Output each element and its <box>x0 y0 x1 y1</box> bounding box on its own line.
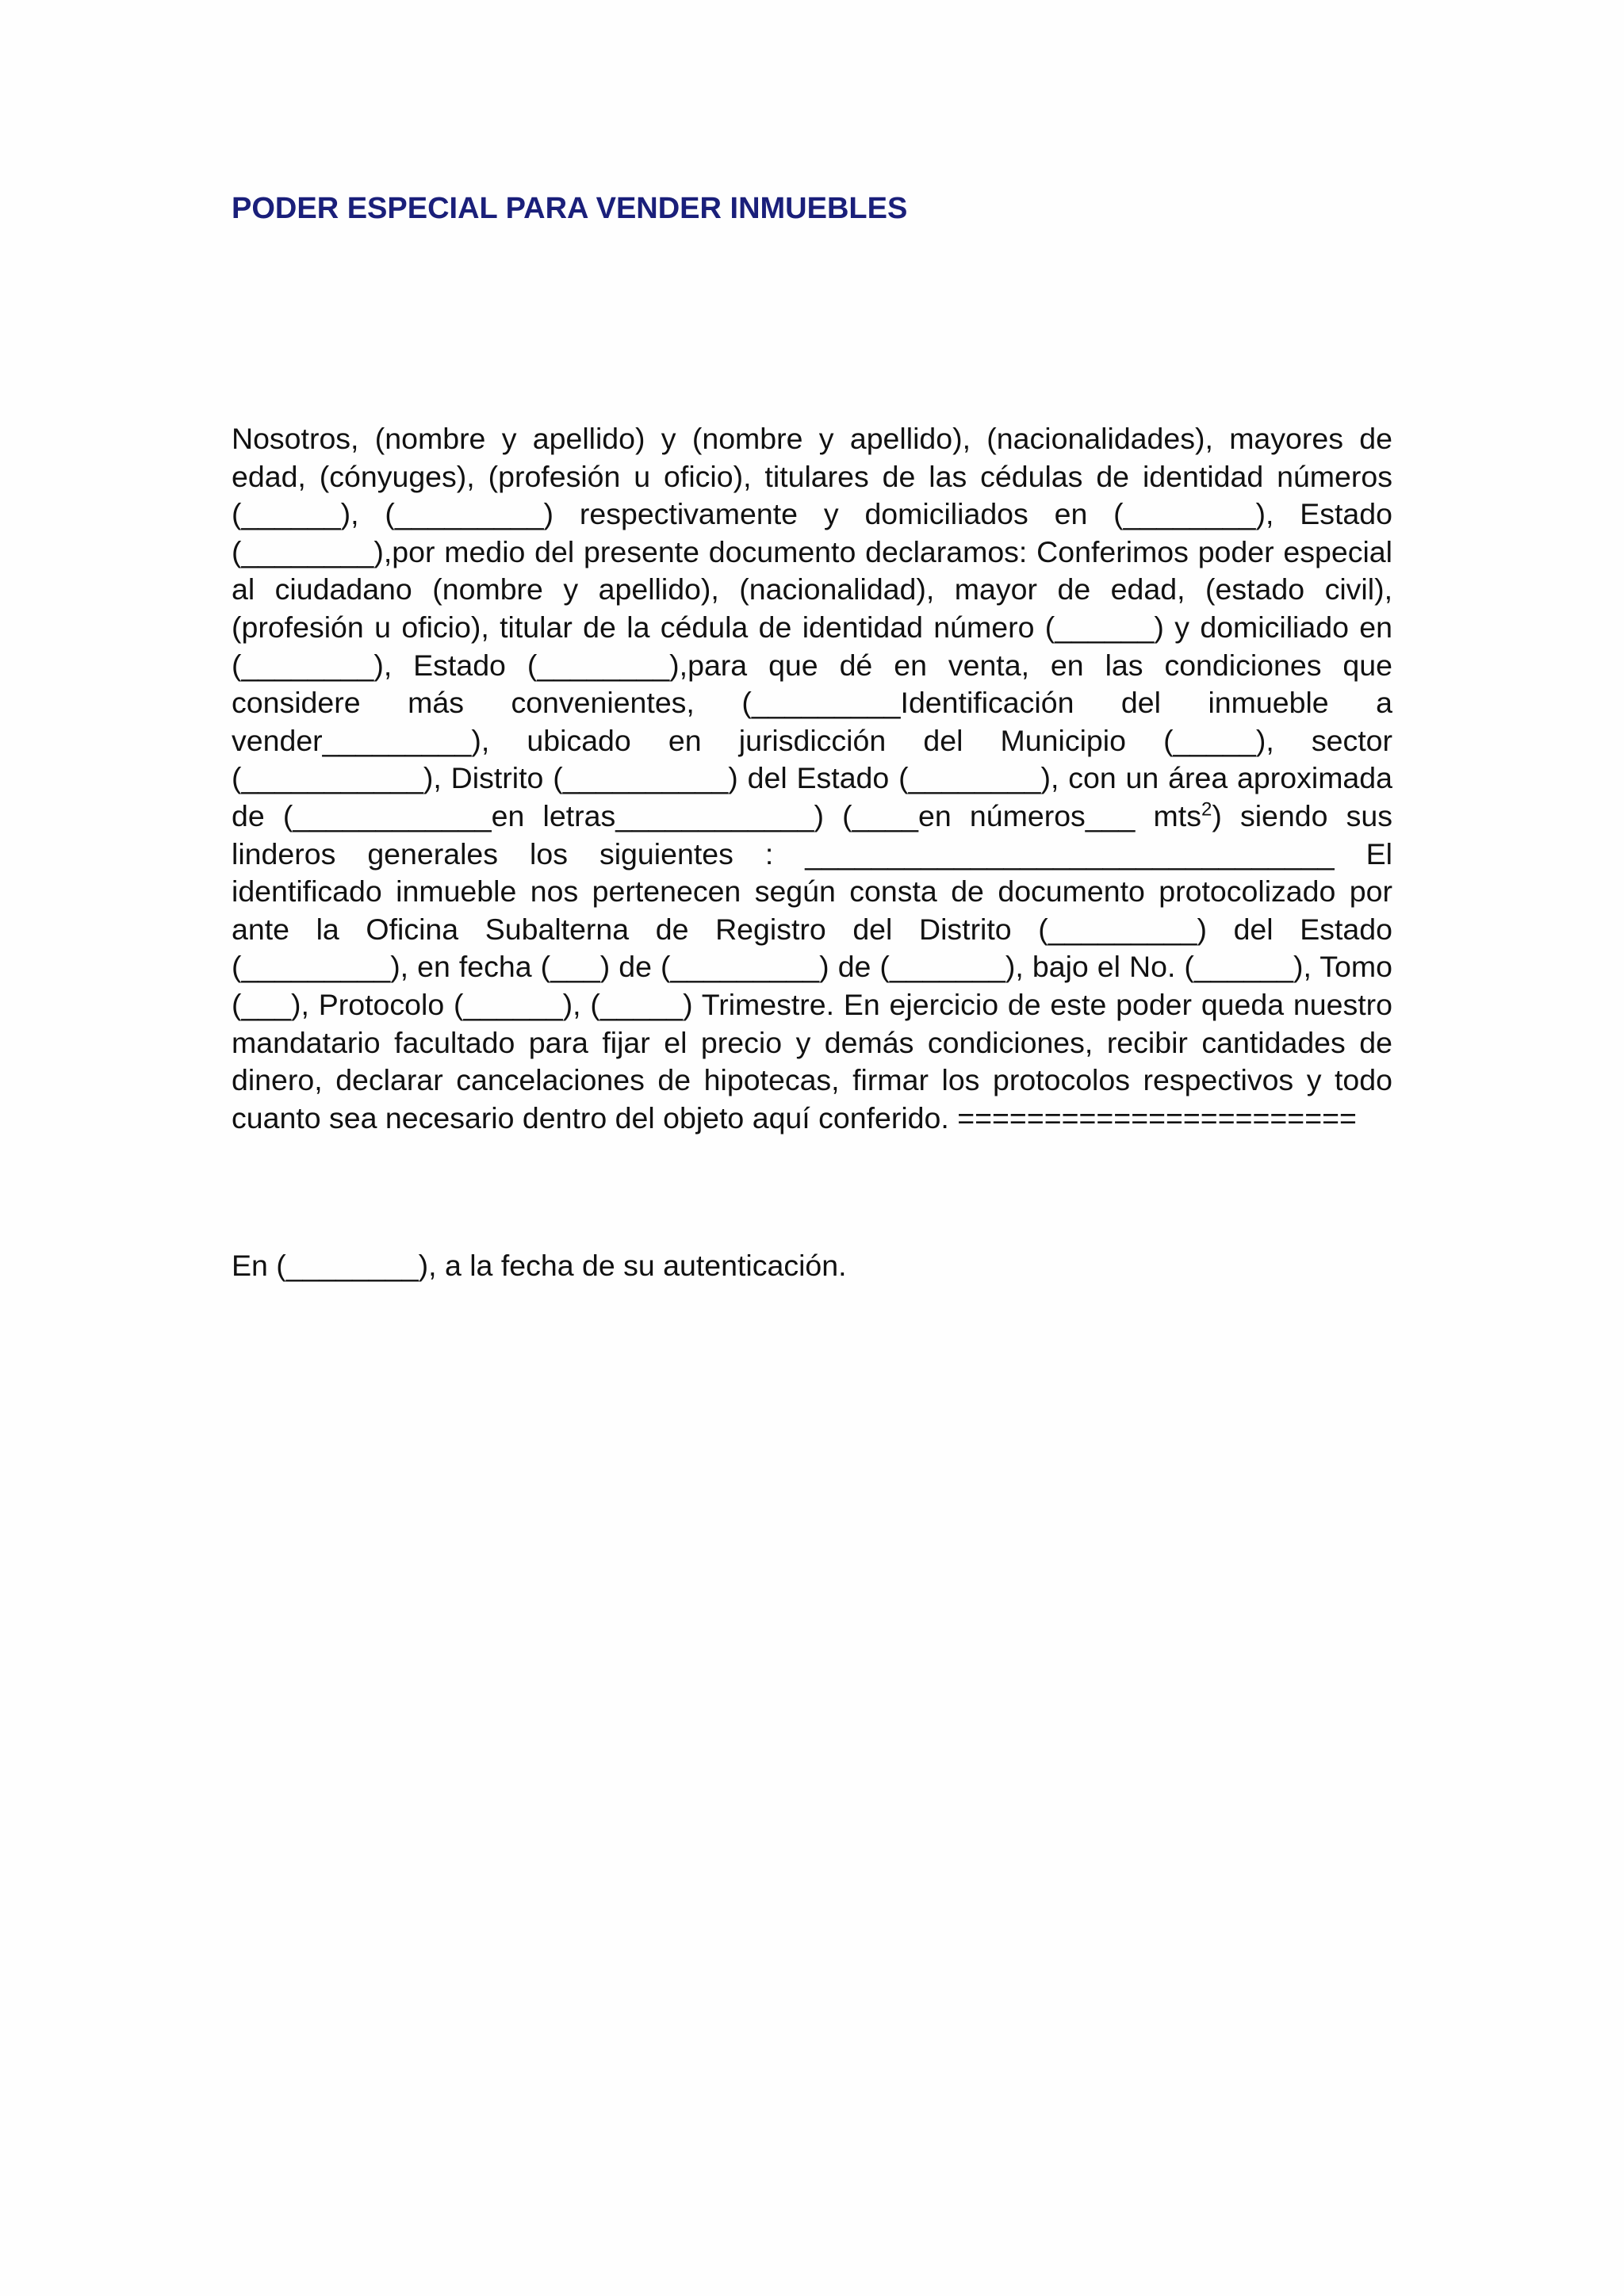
area-unit-superscript: 2 <box>1201 798 1212 821</box>
document-title: PODER ESPECIAL PARA VENDER INMUEBLES <box>232 192 908 225</box>
body-text-part-1: Nosotros, (nombre y apellido) y (nombre y apellido), (nacionalidades), mayores de edad, (cónyuges), (profesión u oficio), titulares de las cédulas de identidad números (______), (_________) respectivamente y domiciliados en (________), Estado (________),por medio del presente documento declaramos: Conferimos poder especial al ciudadano (nombre y apellido), (nacionalidad), mayor de edad, (estado civil), (profesión u oficio), titular de la cédula de identidad número (______) y domiciliado en (________), Estado (________),para que dé en venta, en las condiciones que considere más convenientes, (_________Identificación del inmueble a vender_________), ubicado en jurisdicción del Municipio (_____), sector (___________), Distrito (__________) del Estado (________), con un área aproximada de (____________en letras____________) (____en números___ mts <box>232 422 1392 832</box>
document-body <box>232 420 1392 1137</box>
closing-line: En (________), a la fecha de su autenticación. <box>232 1249 847 1282</box>
body-text-part-2: ) siendo sus linderos generales los siguientes : ________________________________ El identificado inmueble nos pertenecen según consta de documento protocolizado por ante la Oficina Subalterna de Registro del Distrito (_________) del Estado (_________), en fecha (___) de (_________) de (_______), bajo el No. (______), Tomo (___), Protocolo (______), (_____) Trimestre. En ejercicio de este poder queda nuestro mandatario facultado para fijar el precio y demás condiciones, recibir cantidades de dinero, declarar cancelaciones de hipotecas, firmar los protocolos respectivos y todo cuanto sea necesario dentro del objeto aquí conferido. ======================= <box>232 798 1392 1135</box>
